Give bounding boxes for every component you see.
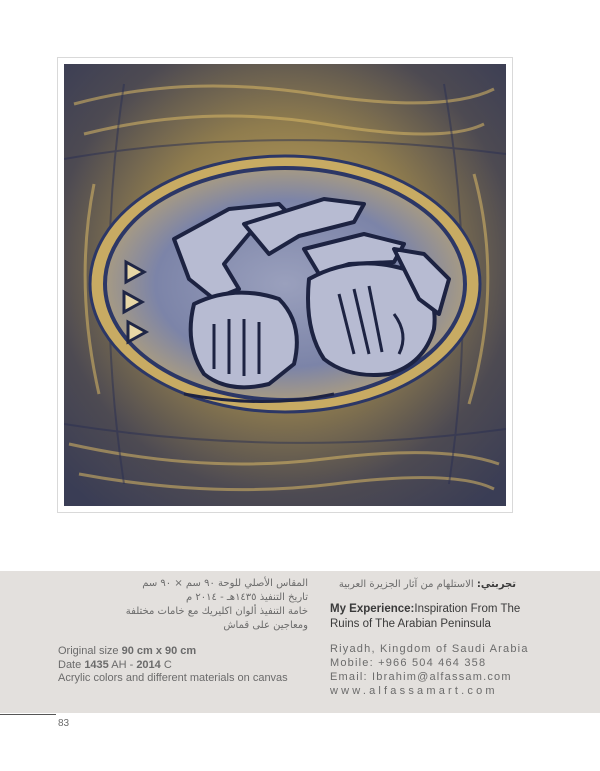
medium-line: Acrylic colors and different materials on canvas [58, 672, 288, 684]
contact-location: Riyadh, Kingdom of Saudi Arabia [330, 643, 529, 655]
title-and-contact [330, 577, 529, 698]
artwork-details [58, 577, 308, 686]
contact-email[interactable]: Email: Ibrahim@alfassam.com [330, 671, 512, 683]
contact-mobile: Mobile: +966 504 464 358 [330, 657, 487, 669]
arabic-title: تجربتي: الاستلهام من آثار الجزيرة العربية [338, 579, 516, 590]
english-title-line-2: Ruins of The Arabian Peninsula [330, 618, 491, 630]
date-line: Date 1435 AH - 2014 C [58, 658, 172, 671]
caption-band [0, 571, 600, 713]
arabic-date-line: تاريخ التنفيذ ١٤٣٥هـ - ٢٠١٤ م [186, 592, 308, 603]
size-line: Original size 90 cm x 90 cm [58, 645, 197, 657]
footer-rule [0, 714, 56, 715]
page-number: 83 [58, 718, 70, 729]
artwork-painting [64, 64, 506, 506]
english-title-line-1: My Experience:Inspiration From The [330, 603, 521, 615]
arabic-size-line: المقاس الأصلي للوحة ٩٠ سم × ٩٠ سم [142, 578, 308, 589]
arabic-medium-line: خامة التنفيذ ألوان اكليريك مع خامات مختلفة [125, 606, 308, 617]
contact-website[interactable]: www.alfassamart.com [330, 685, 498, 697]
artwork-frame [57, 57, 513, 513]
arabic-medium-line-2: ومعاجين على قماش [223, 620, 308, 631]
